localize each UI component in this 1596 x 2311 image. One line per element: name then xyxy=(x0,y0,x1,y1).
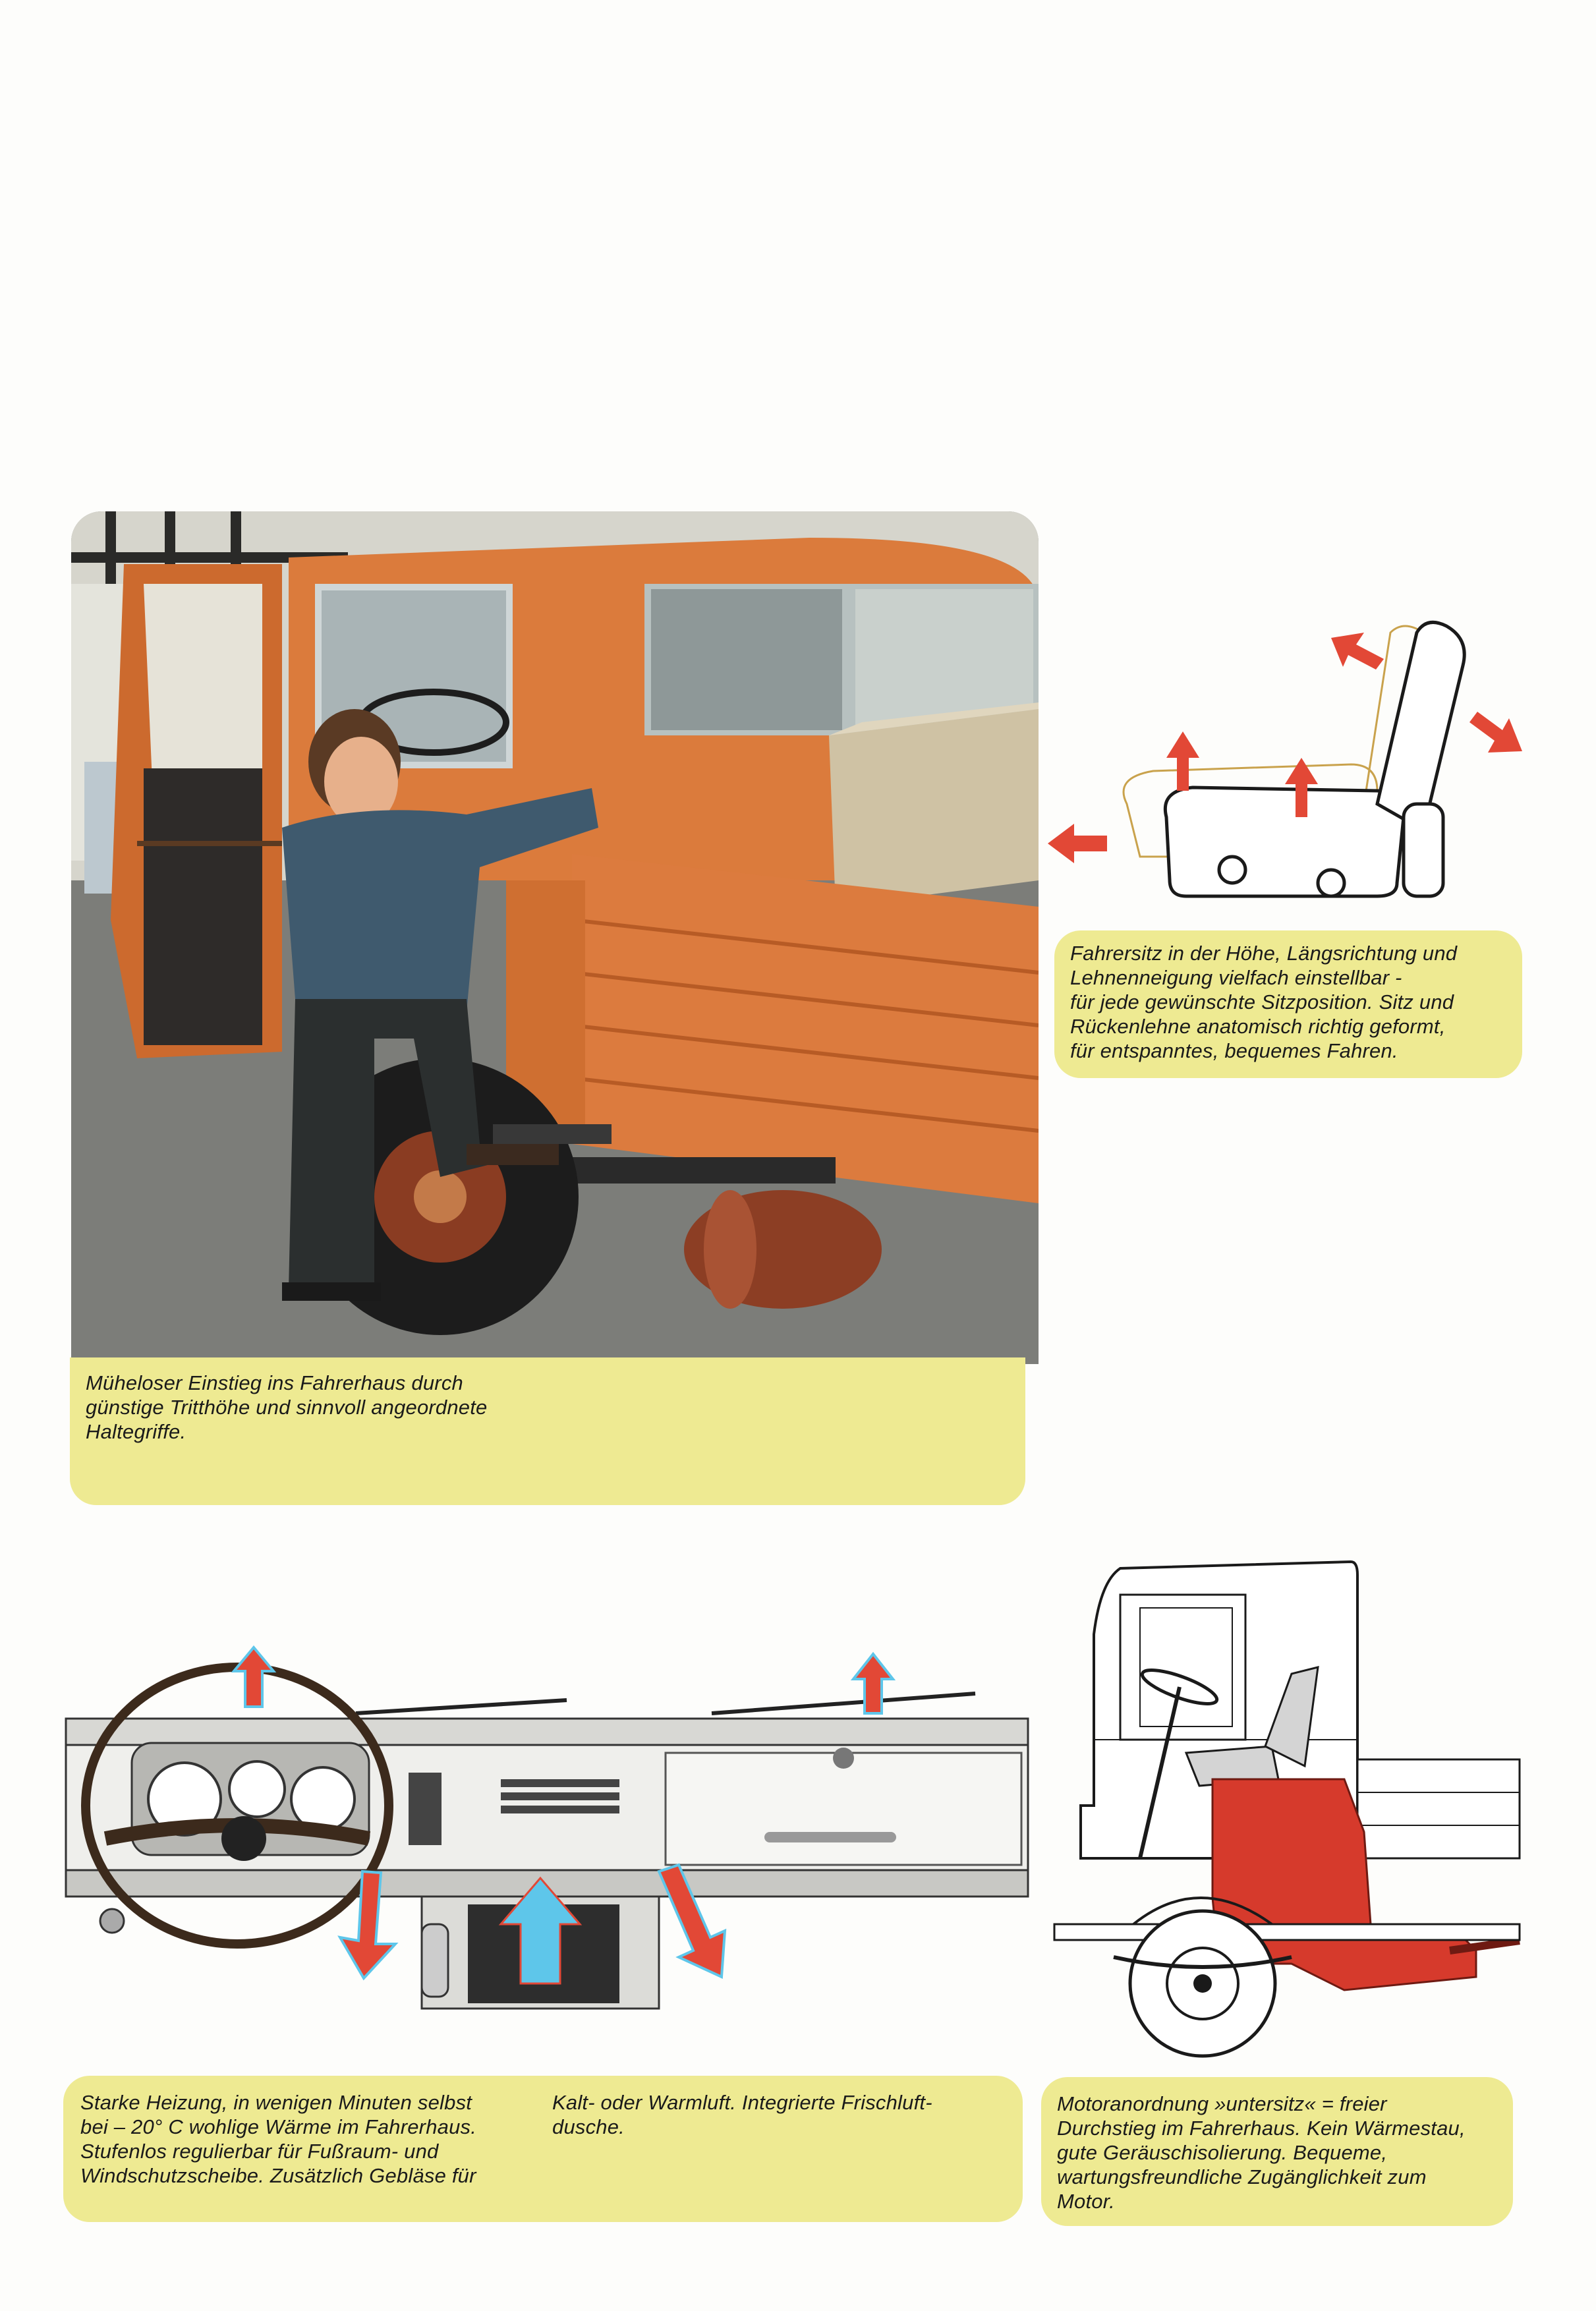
engine-caption-text: Motoranordnung »untersitz« = freier Durchstieg im Fahrerhaus. Kein Wärmestau, gute Geräuschisolierung. Bequeme, wartungsfreundliche Zugänglichkeit zum Motor. xyxy=(1057,2092,1466,2213)
seat-caption-text: Fahrersitz in der Höhe, Längsrichtung und Lehnenneigung vielfach einstellbar - für jede gewünschte Sitzposition. Sitz und Rückenlehne anatomisch richtig geformt, für entspanntes, bequemes Fahren. xyxy=(1070,942,1458,1062)
cab-entry-photo xyxy=(71,511,1039,1364)
engine-under-seat-diagram xyxy=(1054,1555,1520,2063)
engine-caption xyxy=(1041,2077,1513,2226)
dashboard-heating-diagram xyxy=(66,1641,1028,2010)
heating-caption-col2: Kalt- oder Warmluft. Integrierte Frischluft- dusche. xyxy=(552,2091,932,2138)
seat-adjustment-diagram xyxy=(1048,606,1535,923)
cab-entry-caption-text: Müheloser Einstieg ins Fahrerhaus durch günstige Tritthöhe und sinnvoll angeordnete Haltegriffe. xyxy=(86,1371,488,1443)
heating-caption-col1: Starke Heizung, in wenigen Minuten selbst bei – 20° C wohlige Wärme im Fahrerhaus. Stufenlos regulierbar für Fußraum- und Windschutzscheibe. Zusätzlich Gebläse für xyxy=(80,2091,477,2187)
seat-caption xyxy=(1054,930,1522,1078)
heating-caption xyxy=(63,2076,1023,2222)
cab-entry-caption xyxy=(70,1357,1025,1505)
